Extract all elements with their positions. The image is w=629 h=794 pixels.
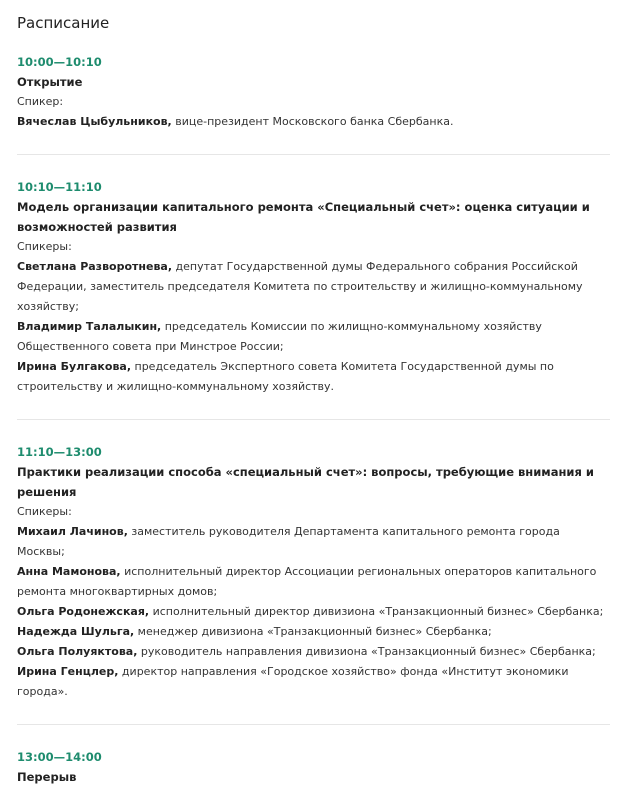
time-slot: 10:00—10:10 xyxy=(17,55,102,69)
time-slot: 13:00—14:00 xyxy=(17,750,102,764)
speaker-entry xyxy=(17,642,610,662)
session-title: Открытие xyxy=(17,75,83,89)
speaker-entry xyxy=(17,662,610,702)
speaker-entry xyxy=(17,562,610,602)
speaker-role: вице-президент Московского банка Сбербанка. xyxy=(171,115,454,128)
session-title: Перерыв xyxy=(17,770,77,784)
speaker-role: исполнительный директор Ассоциации региональных операторов капитального ремонта многоквартирных домов; xyxy=(17,565,597,598)
speaker-role: руководитель направления дивизиона «Транзакционный бизнес» Сбербанка; xyxy=(137,645,596,658)
speaker-role: председатель Экспертного совета Комитета Государственной думы по строительству и жилищно-коммунальному хозяйству. xyxy=(17,360,554,393)
session-title: Практики реализации способа «специальный счет»: вопросы, требующие внимания и решения xyxy=(17,465,594,499)
speaker-role: председатель Комиссии по жилищно-коммунальному хозяйству Общественного совета при Минстрое России; xyxy=(17,320,542,353)
speaker-name: Анна Мамонова, xyxy=(17,565,121,578)
speaker-name: Вячеслав Цыбульников, xyxy=(17,115,172,128)
speaker-role: менеджер дивизиона «Транзакционный бизнес» Сбербанка; xyxy=(134,625,492,638)
speakers-label: Спикеры: xyxy=(17,505,72,518)
schedule-block-3 xyxy=(17,442,610,725)
speaker-name: Михаил Лачинов, xyxy=(17,525,128,538)
speaker-entry xyxy=(17,112,610,132)
speaker-name: Надежда Шульга, xyxy=(17,625,135,638)
speaker-entry xyxy=(17,257,610,317)
speaker-name: Ольга Родонежская, xyxy=(17,605,150,618)
speaker-role: депутат Государственной думы Федерального собрания Российской Федерации, заместитель председателя Комитета по строительству и жилищно-коммунальному хозяйству; xyxy=(17,260,583,313)
session-title: Модель организации капитального ремонта «Специальный счет»: оценка ситуации и возможностей развития xyxy=(17,200,590,234)
schedule-block-2 xyxy=(17,177,610,420)
page-title: Расписание xyxy=(17,14,110,32)
speaker-role: исполнительный директор дивизиона «Транзакционный бизнес» Сбербанка; xyxy=(149,605,604,618)
schedule-block-1 xyxy=(17,52,610,155)
speaker-entry xyxy=(17,602,610,622)
time-slot: 10:10—11:10 xyxy=(17,180,102,194)
speaker-role: директор направления «Городское хозяйство» фонда «Институт экономики города». xyxy=(17,665,569,698)
speaker-entry xyxy=(17,622,610,642)
speaker-name: Ирина Булгакова, xyxy=(17,360,132,373)
speakers-label: Спикер: xyxy=(17,95,64,108)
speaker-name: Ирина Генцлер, xyxy=(17,665,119,678)
speaker-role: заместитель руководителя Департамента капитального ремонта города Москвы; xyxy=(17,525,560,558)
speaker-name: Владимир Талалыкин, xyxy=(17,320,162,333)
schedule-block-4 xyxy=(17,747,610,787)
speaker-entry xyxy=(17,357,610,397)
time-slot: 11:10—13:00 xyxy=(17,445,102,459)
speaker-name: Ольга Полуяктова, xyxy=(17,645,138,658)
speaker-entry xyxy=(17,317,610,357)
speaker-name: Светлана Разворотнева, xyxy=(17,260,173,273)
speaker-entry xyxy=(17,522,610,562)
speakers-label: Спикеры: xyxy=(17,240,72,253)
